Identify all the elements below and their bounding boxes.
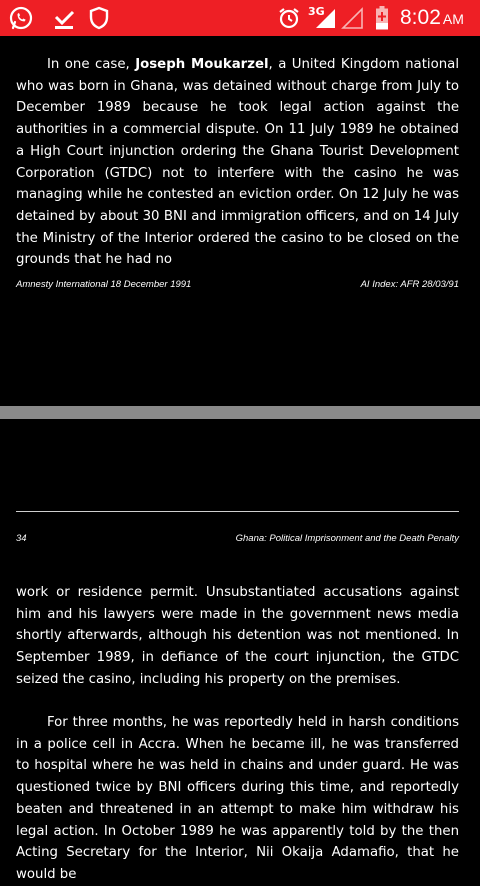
- status-clock: [400, 6, 464, 30]
- network-type-label: 3G: [308, 5, 325, 18]
- person-name: Joseph Moukarzel: [135, 57, 269, 72]
- signal-empty-icon: [340, 4, 366, 32]
- page-number: 34: [16, 533, 27, 544]
- page-2-body: [16, 582, 459, 886]
- header-rule: [16, 511, 459, 512]
- page-2-header: [16, 533, 459, 544]
- page-separator: [0, 406, 480, 419]
- footer-right: AI Index: AFR 28/03/91: [360, 279, 459, 290]
- paragraph-continued: work or residence permit. Unsubstantiated accusations against him and his lawyers were made in the government news media shortly afterwards, although his detention was not mentioned. In September 1989, in defiance of the court injunction, the GTDC seized the casino, including his property on the premises.: [16, 585, 459, 687]
- paragraph-rest: , a United Kingdom national who was born in Ghana, was detained without charge from July to December 1989 because he took legal action against the authorities in a commercial dispute. On 11 July 1989 he obtained a High Court injunction ordering the Ghana Tourist Development Corporation (GTDC) not to interfere with the casino he was managing while he contested an eviction order. On 12 July he was detained by about 30 BNI and immigration officers, and on 14 July the Ministry of the Interior ordered the casino to be closed on the grounds that he had no: [16, 57, 460, 268]
- paragraph-lead: In one case,: [47, 57, 130, 72]
- running-title: Ghana: Political Imprisonment and the Death Penalty: [235, 533, 459, 544]
- status-bar: [0, 0, 480, 36]
- signal-3g-icon: [306, 4, 342, 32]
- clock-ampm: AM: [442, 11, 464, 27]
- shield-icon: [86, 4, 112, 32]
- download-done-icon: [50, 4, 78, 32]
- paragraph: [16, 54, 459, 271]
- alarm-icon: [276, 4, 302, 32]
- clock-time: 8:02: [400, 6, 441, 29]
- paragraph: For three months, he was reportedly held in harsh conditions in a police cell in Accra. When he became ill, he was transferred to hospital where he was held in chains and under guard. He was questioned twice by BNI officers during this time, and reportedly beaten and threatened in an attempt to make him withdraw his legal action. In October 1989 he was apparently told by the then Acting Secretary for the Interior, Nii Okaija Adamafio, that he would be: [16, 715, 459, 882]
- footer-left: Amnesty International 18 December 1991: [16, 279, 192, 290]
- page-1-footer: [16, 279, 459, 290]
- whatsapp-icon: [6, 4, 36, 32]
- page-1-body: [16, 54, 459, 271]
- battery-charging-icon: [372, 4, 392, 32]
